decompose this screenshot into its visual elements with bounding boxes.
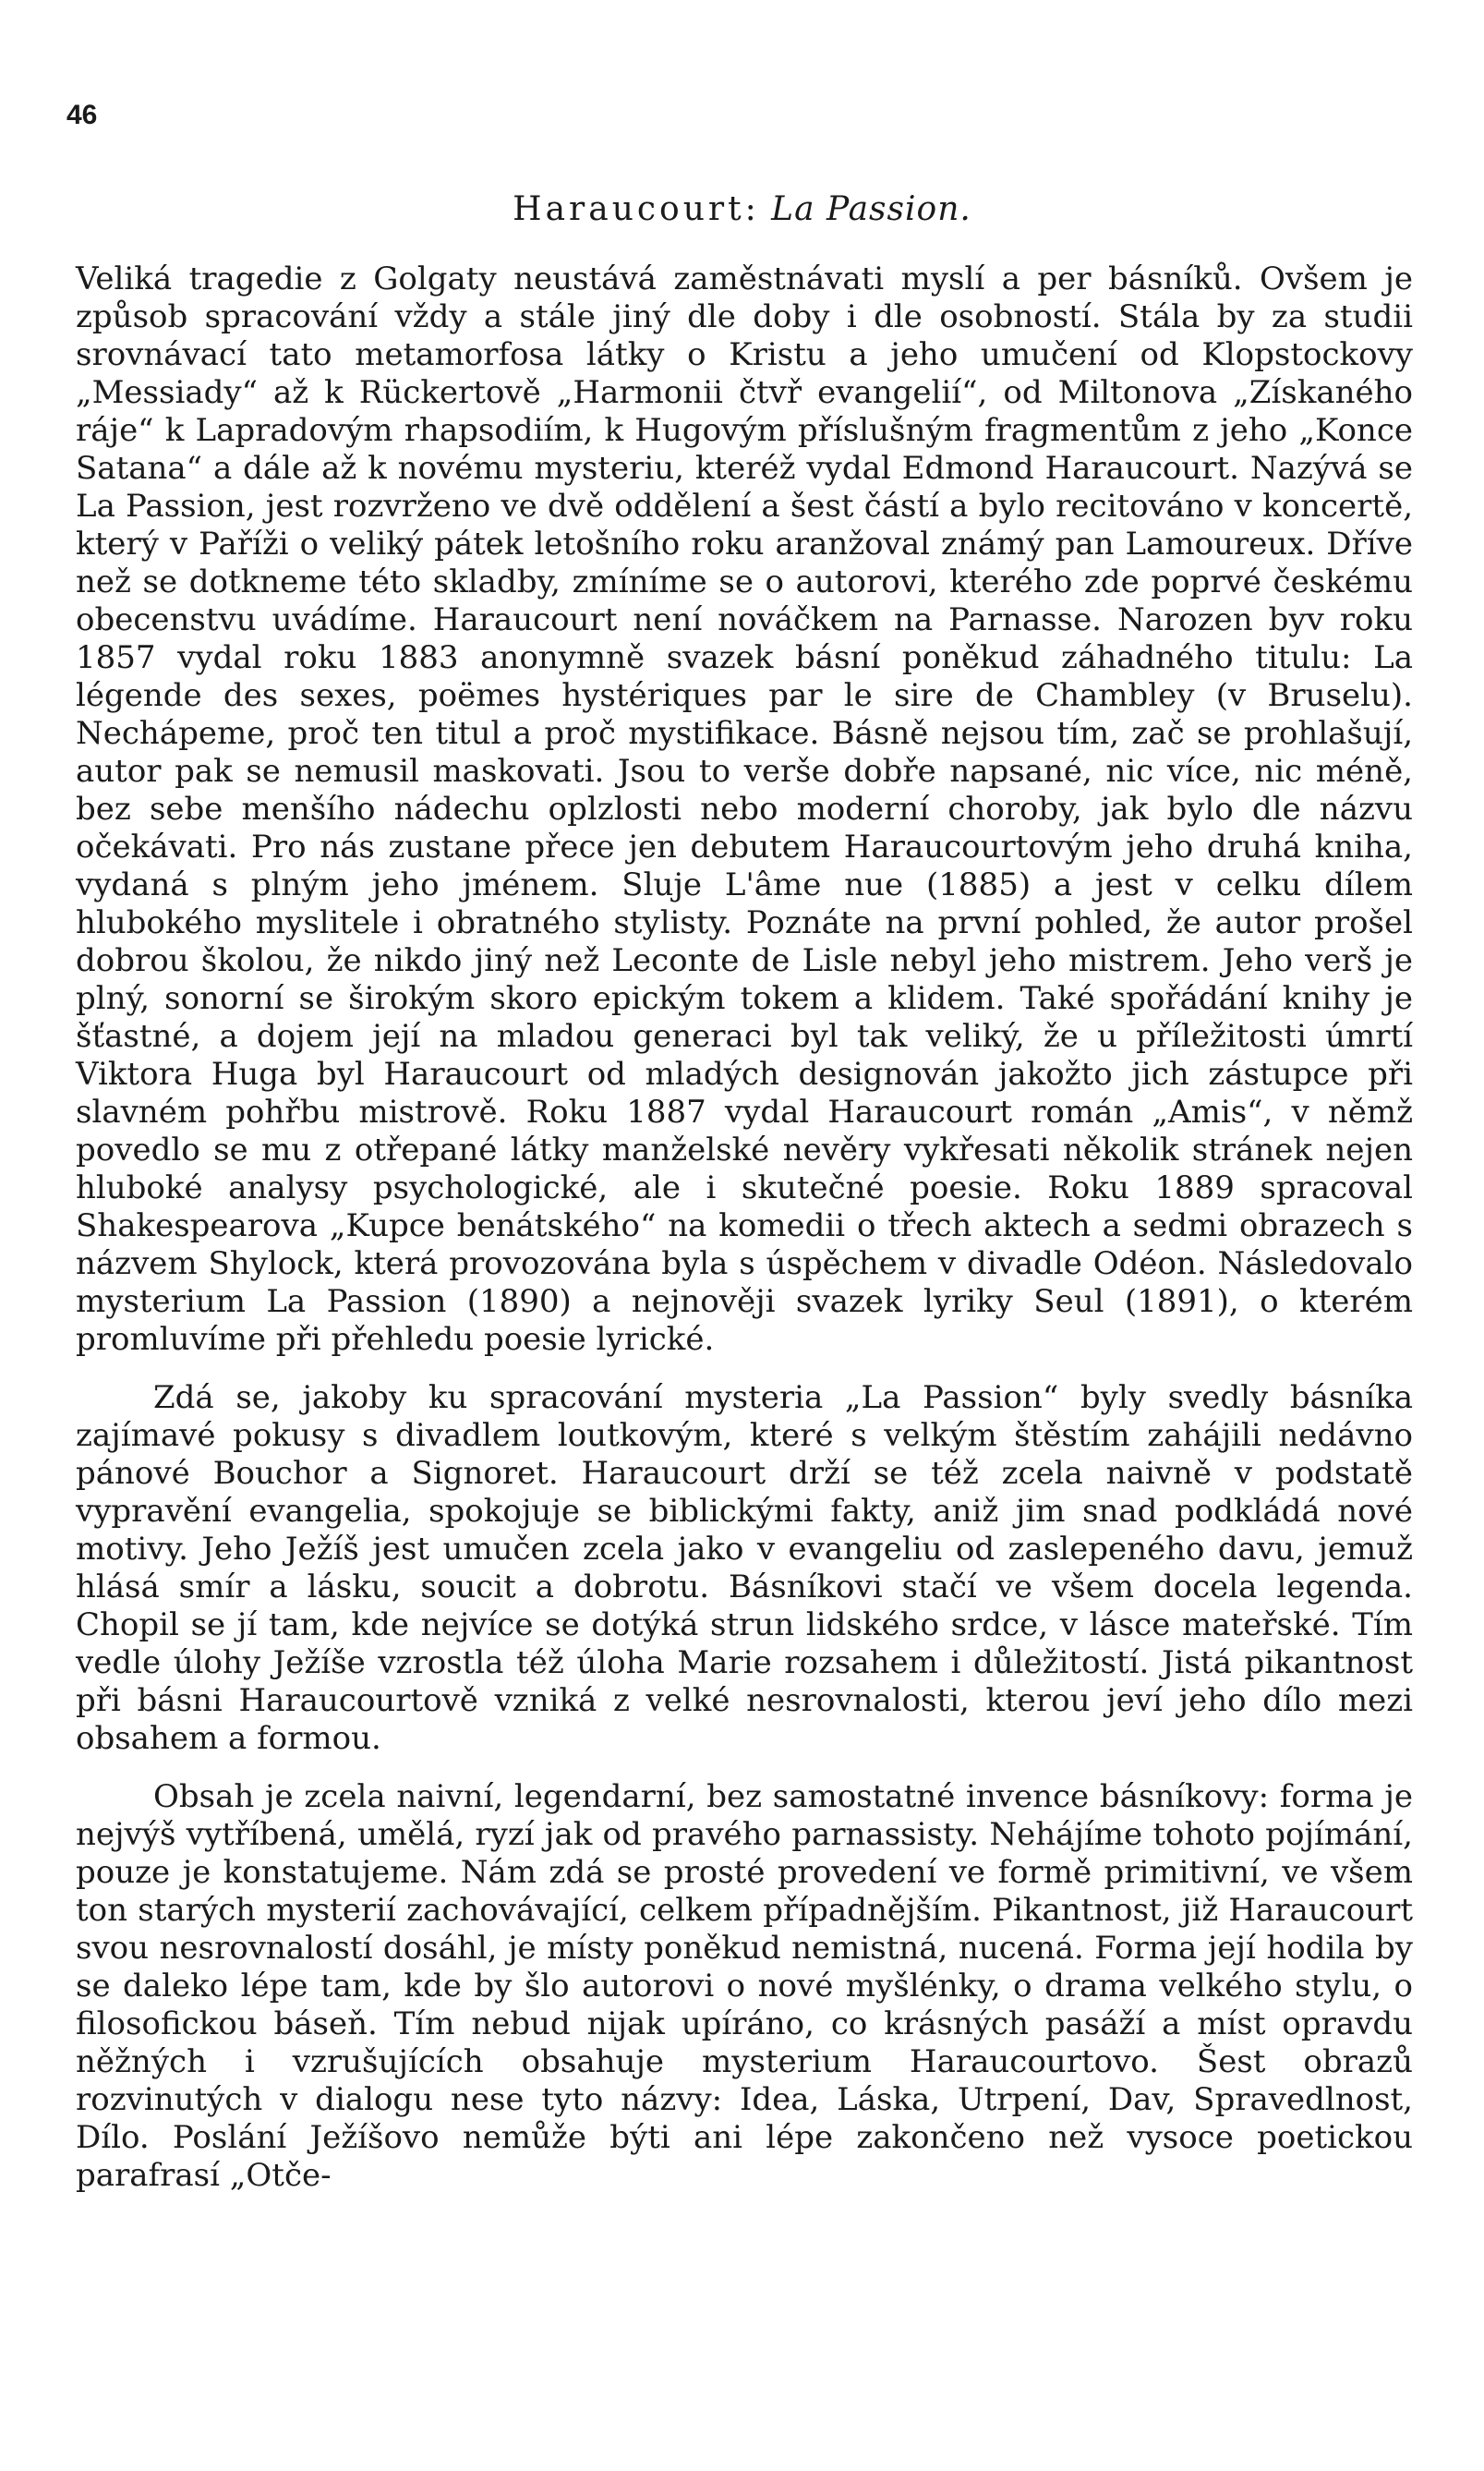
article-heading xyxy=(0,190,1484,228)
heading-author: Haraucourt: xyxy=(513,190,760,228)
paragraph-3: Obsah je zcela naivní, legendarní, bez samostatné invence básníkovy: forma je nejvýš vytříbená, umělá, ryzí jak od pravého parnassisty. Nehájíme tohoto pojímání, pouze je konstatujeme. Nám zdá se prosté provedení ve formě primitivní, ve všem ton starých mysterií zachovávající, celkem případnějším. Pikantnost, již Haraucourt svou nesrovnalostí dosáhl, je místy poněkud nemistná, nucená. Forma její hodila by se daleko lépe tam, kde by šlo autorovi o nové myšlénky, o drama velkého stylu, o filosofickou báseň. Tím nebud nijak upíráno, co krásných pasáží a míst opravdu něžných i vzrušujících obsahuje mysterium Haraucourtovo. Šest obrazů rozvinutých v dialogu nese tyto názvy: Idea, Láska, Utrpení, Dav, Spravedlnost, Dílo. Poslání Ježíšovo nemůže býti ani lépe zakončeno než vysoce poetickou parafrasí „Otče- xyxy=(76,1778,1413,2194)
article-body xyxy=(76,260,1413,2215)
paragraph-2: Zdá se, jakoby ku spracování mysteria „La Passion“ byly svedly básníka zajímavé pokusy s divadlem loutkovým, které s velkým štěstím zahájili nedávno pánové Bouchor a Signoret. Haraucourt drží se též zcela naivně v podstatě vypravění evangelia, spokojuje se biblickými fakty, aniž jim snad podkládá nové motivy. Jeho Ježíš jest umučen zcela jako v evangeliu od zaslepeného davu, jemuž hlásá smír a lásku, soucit a dobrotu. Básníkovi stačí ve všem docela legenda. Chopil se jí tam, kde nejvíce se dotýká strun lidského srdce, v lásce mateřské. Tím vedle úlohy Ježíše vzrostla též úloha Marie rozsahem i důležitostí. Jistá pikantnost při básni Haraucourtově vzniká z velké nesrovnalosti, kterou jeví jeho dílo mezi obsahem a formou. xyxy=(76,1379,1413,1757)
paragraph-1: Veliká tragedie z Golgaty neustává zaměstnávati myslí a per básníků. Ovšem je způsob spracování vždy a stále jiný dle doby i dle osobností. Stála by za studii srovnávací tato metamorfosa látky o Kristu a jeho umučení od Klopstockovy „Messiady“ až k Rückertově „Harmonii čtvř evangelií“, od Miltonova „Získaného ráje“ k Lapradovým rhapsodiím, k Hugovým příslušným fragmentům z jeho „Konce Satana“ a dále až k novému mysteriu, kteréž vydal Edmond Haraucourt. Nazývá se La Passion, jest rozvrženo ve dvě oddělení a šest částí a bylo recitováno v koncertě, který v Paříži o veliký pátek letošního roku aranžoval známý pan Lamoureux. Dříve než se dotkneme této skladby, zmíníme se o autorovi, kterého zde poprvé českému obecenstvu uvádíme. Haraucourt není nováčkem na Parnasse. Narozen byv roku 1857 vydal roku 1883 anonymně svazek básní poněkud záhadného titulu: La légende des sexes, poëmes hystériques par le sire de Chambley (v Bruselu). Nechápeme, proč ten titul a proč mystifikace. Básně nejsou tím, zač se prohlašují, autor pak se nemusil maskovati. Jsou to verše dobře napsané, nic více, nic méně, bez sebe menšího nádechu oplzlosti nebo moderní choroby, jak bylo dle názvu očekávati. Pro nás zustane přece jen debutem Haraucourtovým jeho druhá kniha, vydaná s plným jeho jménem. Sluje L'âme nue (1885) a jest v celku dílem hlubokého myslitele i obratného stylisty. Poznáte na první pohled, že autor prošel dobrou školou, že nikdo jiný než Leconte de Lisle nebyl jeho mistrem. Jeho verš je plný, sonorní se širokým skoro epickým tokem a klidem. Také spořádání knihy je šťastné, a dojem její na mladou generaci byl tak veliký, že u příležitosti úmrtí Viktora Huga byl Haraucourt od mladých designován jakožto jich zástupce při slavném pohřbu mistrově. Roku 1887 vydal Haraucourt román „Amis“, v němž povedlo se mu z otřepané látky manželské nevěry vykřesati několik stránek nejen hluboké analysy psychologické, ale i skutečné poesie. Roku 1889 spracoval Shakespearova „Kupce benátského“ na komedii o třech aktech a sedmi obrazech s názvem Shylock, která provozována byla s úspěchem v divadle Odéon. Následovalo mysterium La Passion (1890) a nejnověji svazek lyriky Seul (1891), o kterém promluvíme při přehledu poesie lyrické. xyxy=(76,260,1413,1358)
page-number: 46 xyxy=(66,100,98,130)
heading-work-title: La Passion. xyxy=(771,190,971,228)
